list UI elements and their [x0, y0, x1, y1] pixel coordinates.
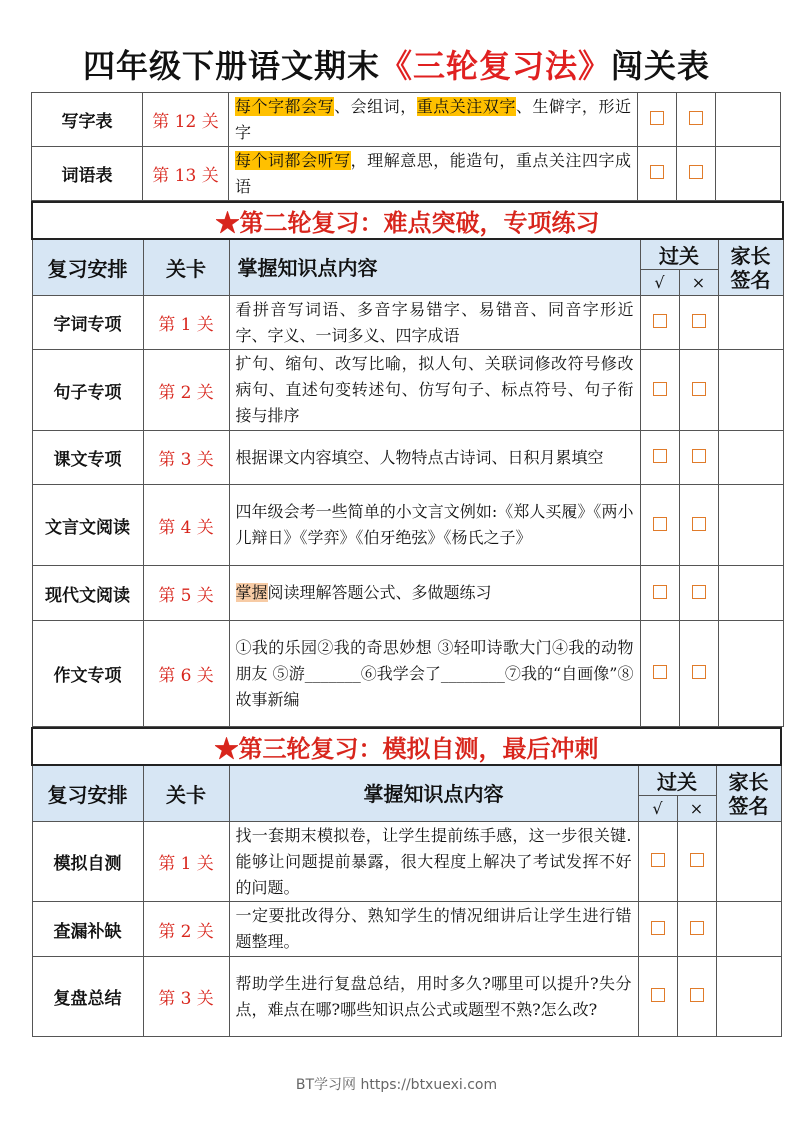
fail-checkbox[interactable] — [692, 517, 706, 531]
level-cell: 第 2 关 — [143, 350, 229, 431]
pass-no-cell — [677, 902, 716, 957]
parent-signature-cell[interactable] — [718, 485, 783, 566]
content-cell — [229, 621, 640, 727]
content-text: 找一套期末模拟卷，让学生提前练手感，这一步很关键.能够让问题提前暴露，很大程度上解决了考试发挥不好的问题。 — [235, 825, 632, 897]
content-text: 根据课文内容填空、人物特点古诗词、日积月累填空 — [235, 447, 604, 467]
pass-checkbox[interactable] — [651, 988, 665, 1002]
pass-yes-cell — [640, 350, 679, 431]
table-row — [32, 566, 783, 621]
fail-checkbox[interactable] — [690, 853, 704, 867]
parent-signature-cell[interactable] — [716, 957, 781, 1037]
table-row — [32, 621, 783, 727]
pass-checkbox[interactable] — [653, 585, 667, 599]
pass-yes-cell — [638, 957, 677, 1037]
table-row — [32, 350, 783, 431]
content-cell — [229, 296, 640, 350]
sign-line-2: 签名 — [730, 267, 771, 292]
pass-checkbox[interactable] — [650, 165, 664, 179]
round3-header-yes: √ — [638, 796, 677, 822]
round3-header-sign — [716, 765, 781, 822]
pass-yes-cell — [640, 621, 679, 727]
content-text: 一定要批改得分、熟知学生的情况细讲后让学生进行错题整理。 — [235, 906, 632, 951]
round2-body — [32, 296, 783, 727]
title-prefix: 四年级下册语文期末 — [82, 47, 380, 85]
category-cell: 课文专项 — [32, 431, 143, 485]
category-cell: 复盘总结 — [32, 957, 143, 1037]
fail-checkbox[interactable] — [689, 111, 703, 125]
round2-header-sign — [718, 239, 783, 296]
parent-signature-cell[interactable] — [716, 822, 781, 902]
table-row — [32, 431, 783, 485]
category-cell: 句子专项 — [32, 350, 143, 431]
category-cell: 查漏补缺 — [32, 902, 143, 957]
pass-no-cell — [677, 822, 716, 902]
level-cell: 第 1 关 — [143, 296, 229, 350]
page-title — [0, 44, 793, 88]
highlighted-text: 掌握 — [235, 583, 268, 602]
pass-no-cell — [679, 621, 718, 727]
pass-checkbox[interactable] — [650, 111, 664, 125]
table-row — [32, 93, 781, 147]
pass-yes-cell — [638, 93, 677, 147]
content-text: ，理解意思，能造句，重点关注四字成语 — [235, 150, 631, 196]
round3-table — [31, 727, 782, 1037]
pass-no-cell — [677, 93, 716, 147]
round2-header-category: 复习安排 — [32, 239, 143, 296]
pass-no-cell — [677, 957, 716, 1037]
fail-checkbox[interactable] — [692, 585, 706, 599]
parent-signature-cell[interactable] — [718, 350, 783, 431]
category-cell: 模拟自测 — [32, 822, 143, 902]
category-cell: 字词专项 — [32, 296, 143, 350]
category-cell: 现代文阅读 — [32, 566, 143, 621]
pass-yes-cell — [638, 822, 677, 902]
round3-header-content: 掌握知识点内容 — [229, 765, 638, 822]
highlighted-text: 重点关注双字 — [416, 96, 516, 116]
category-cell: 词语表 — [32, 147, 143, 201]
round2-header-content: 掌握知识点内容 — [229, 239, 640, 296]
footer-watermark: BT学习网 https://btxuexi.com — [295, 1077, 498, 1093]
content-text: 、会组词， — [334, 96, 417, 116]
pass-checkbox[interactable] — [653, 314, 667, 328]
pass-checkbox[interactable] — [653, 449, 667, 463]
parent-signature-cell[interactable] — [716, 93, 781, 147]
level-cell: 第 3 关 — [143, 431, 229, 485]
round1-body — [32, 93, 781, 201]
parent-signature-cell[interactable] — [718, 296, 783, 350]
content-text: 看拼音写词语、多音字易错字、易错音、同音字形近字、字义、一词多义、四字成语 — [235, 299, 634, 345]
round3-header-row — [32, 765, 781, 796]
title-suffix: 闯关表 — [611, 47, 711, 85]
category-cell: 文言文阅读 — [32, 485, 143, 566]
content-cell — [229, 93, 638, 147]
title-highlight: 《三轮复习法》 — [379, 47, 611, 85]
pass-yes-cell — [638, 147, 677, 201]
parent-signature-cell[interactable] — [718, 431, 783, 485]
fail-checkbox[interactable] — [690, 988, 704, 1002]
pass-no-cell — [679, 485, 718, 566]
round2-header-level: 关卡 — [143, 239, 229, 296]
round3-header-no: × — [677, 796, 716, 822]
pass-checkbox[interactable] — [651, 853, 665, 867]
round2-banner-row — [32, 202, 783, 239]
fail-checkbox[interactable] — [689, 165, 703, 179]
highlighted-text: 每个字都会写 — [235, 96, 335, 116]
level-cell: 第 1 关 — [143, 822, 229, 902]
content-text: 阅读理解答题公式、多做题练习 — [267, 583, 492, 602]
content-text: 帮助学生进行复盘总结，用时多久?哪里可以提升?失分点，难点在哪?哪些知识点公式或题型不熟?怎么改? — [235, 973, 632, 1019]
pass-no-cell — [679, 566, 718, 621]
content-text: ①我的乐园②我的奇思妙想 ③轻叩诗歌大门④我的动物朋友 ⑤游_______⑥我学会了________⑦我的“自画像”⑧故事新编 — [235, 637, 634, 709]
pass-no-cell — [677, 147, 716, 201]
content-text: 、生僻字，形近字 — [235, 96, 631, 142]
fail-checkbox[interactable] — [690, 921, 704, 935]
fail-checkbox[interactable] — [692, 449, 706, 463]
pass-yes-cell — [640, 485, 679, 566]
level-cell: 第 3 关 — [143, 957, 229, 1037]
round2-header-no: × — [679, 270, 718, 296]
round2-header-pass: 过关 — [640, 239, 718, 270]
pass-checkbox[interactable] — [651, 921, 665, 935]
pass-yes-cell — [640, 431, 679, 485]
table-row — [32, 147, 781, 201]
content-cell — [229, 431, 640, 485]
round3-header-level: 关卡 — [143, 765, 229, 822]
category-cell: 作文专项 — [32, 621, 143, 727]
round1-table — [31, 92, 781, 201]
fail-checkbox[interactable] — [692, 665, 706, 679]
round2-banner: ★第二轮复习：难点突破，专项练习 — [32, 202, 783, 239]
table-row — [32, 296, 783, 350]
content-text: 四年级会考一些简单的小文言文例如:《郑人买履》《两小儿辩日》《学弈》《伯牙绝弦》《杨氏之子》 — [235, 502, 634, 547]
round3-header-pass: 过关 — [638, 765, 716, 796]
content-cell — [229, 485, 640, 566]
category-cell: 写字表 — [32, 93, 143, 147]
level-cell: 第 12 关 — [143, 93, 229, 147]
round3-banner-row — [32, 728, 781, 765]
sign-line-2: 签名 — [728, 793, 769, 818]
pass-no-cell — [679, 296, 718, 350]
pass-yes-cell — [640, 296, 679, 350]
table-row — [32, 957, 781, 1037]
round2-table — [31, 201, 784, 727]
sign-line-1: 家长 — [728, 769, 769, 794]
content-cell — [229, 957, 638, 1037]
table-row — [32, 822, 781, 902]
pass-no-cell — [679, 350, 718, 431]
level-cell: 第 13 关 — [143, 147, 229, 201]
level-cell: 第 5 关 — [143, 566, 229, 621]
round3-header-category: 复习安排 — [32, 765, 143, 822]
pass-yes-cell — [640, 566, 679, 621]
level-cell: 第 4 关 — [143, 485, 229, 566]
content-cell — [229, 350, 640, 431]
pass-no-cell — [679, 431, 718, 485]
round3-body — [32, 822, 781, 1037]
pass-checkbox[interactable] — [653, 517, 667, 531]
content-text: 扩句、缩句、改写比喻，拟人句、关联词修改符号修改病句、直述句变转述句、仿写句子、标点符号、句子衔接与排序 — [235, 354, 634, 425]
parent-signature-cell[interactable] — [718, 621, 783, 727]
pass-yes-cell — [638, 902, 677, 957]
round2-header-row — [32, 239, 783, 270]
content-cell — [229, 902, 638, 957]
highlighted-text: 每个词都会听写 — [235, 150, 351, 170]
pass-checkbox[interactable] — [653, 665, 667, 679]
round2-header-yes: √ — [640, 270, 679, 296]
level-cell: 第 2 关 — [143, 902, 229, 957]
content-cell — [229, 147, 638, 201]
level-cell: 第 6 关 — [143, 621, 229, 727]
parent-signature-cell[interactable] — [716, 902, 781, 957]
table-row — [32, 485, 783, 566]
pass-checkbox[interactable] — [653, 382, 667, 396]
round3-banner: ★第三轮复习：模拟自测，最后冲刺 — [32, 728, 781, 765]
sign-line-1: 家长 — [730, 243, 771, 268]
fail-checkbox[interactable] — [692, 382, 706, 396]
fail-checkbox[interactable] — [692, 314, 706, 328]
content-cell — [229, 822, 638, 902]
parent-signature-cell[interactable] — [718, 566, 783, 621]
table-row — [32, 902, 781, 957]
parent-signature-cell[interactable] — [716, 147, 781, 201]
content-cell — [229, 566, 640, 621]
